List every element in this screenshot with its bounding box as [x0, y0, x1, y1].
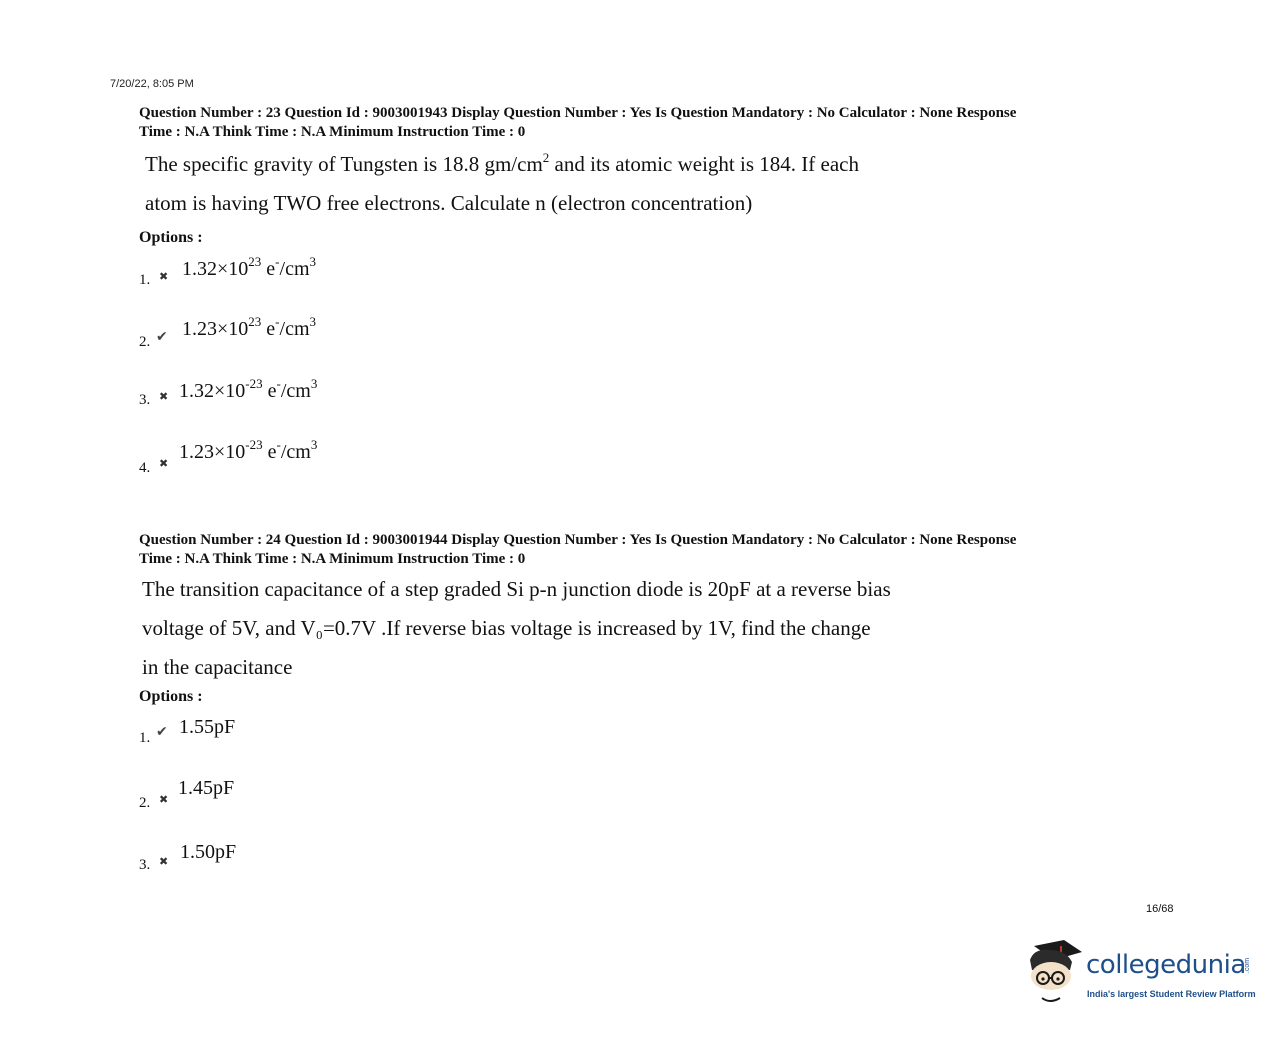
q23-opt1-mantissa: 1.32×10 — [182, 258, 249, 280]
q23-opt3-unit-exp: 3 — [310, 376, 318, 391]
q23-opt4-mantissa: 1.23×10 — [179, 441, 246, 463]
q23-opt3-mantissa: 1.32×10 — [179, 380, 246, 402]
print-timestamp: 7/20/22, 8:05 PM — [110, 78, 194, 90]
q23-opt2-exponent: 23 — [248, 314, 262, 329]
question-24-metadata — [139, 531, 1149, 569]
q23-opt2-unit-b: /cm — [279, 318, 310, 340]
q23-opt1-exponent: 23 — [248, 254, 262, 269]
question-23-metadata — [139, 104, 1149, 142]
question-24-text-line-1: The transition capacitance of a step graded Si p-n junction diode is 20pF at a reverse bias — [142, 577, 891, 601]
q24-option-2-wrong-icon: ✖ — [159, 793, 169, 806]
q23-opt2-unit-exp: 3 — [309, 314, 317, 329]
q24-option-3-answer: 1.50pF — [180, 841, 237, 863]
q23-text-superscript: 2 — [542, 150, 550, 165]
question-23-meta-line-1: Question Number : 23 Question Id : 9003001943 Display Question Number : Yes Is Question Mandatory : No Calculator : None Response — [139, 105, 1017, 121]
question-23-text-line-1 — [145, 152, 859, 177]
q24-option-1-correct-icon: ✔ — [156, 724, 168, 740]
collegedunia-tagline: India's largest Student Review Platform — [1087, 989, 1256, 999]
q23-opt1-unit-exp: 3 — [309, 254, 317, 269]
collegedunia-mascot-logo-icon — [1024, 938, 1086, 1008]
question-23-meta-line-2: Time : N.A Think Time : N.A Minimum Instruction Time : 0 — [139, 124, 526, 140]
question-23-options-label: Options : — [139, 229, 203, 246]
q23-opt4-exponent: -23 — [245, 437, 263, 452]
q23-option-2-answer — [182, 314, 317, 341]
q23-option-2-correct-icon: ✔ — [156, 329, 168, 345]
question-24-options-label: Options : — [139, 688, 203, 705]
q23-opt3-exponent: -23 — [245, 376, 263, 391]
q24-option-2-number: 2. — [139, 795, 151, 811]
q23-option-1-number: 1. — [139, 272, 151, 288]
q23-opt4-unit-sup: - — [276, 437, 281, 452]
q23-option-1-answer — [182, 254, 317, 281]
q23-option-3-wrong-icon: ✖ — [159, 390, 169, 403]
q23-text-part-a: The specific gravity of Tungsten is 18.8 gm/cm — [145, 152, 543, 176]
question-24-meta-line-2: Time : N.A Think Time : N.A Minimum Instruction Time : 0 — [139, 551, 526, 567]
question-24-text-line-3: in the capacitance — [142, 655, 293, 679]
q23-opt1-unit-b: /cm — [279, 258, 310, 280]
q23-opt1-unit: e — [261, 258, 276, 280]
q23-opt2-unit: e — [261, 318, 276, 340]
q23-opt3-unit-b: /cm — [280, 380, 311, 402]
q23-option-2-number: 2. — [139, 334, 151, 350]
q23-option-3-answer — [179, 376, 318, 403]
q23-opt1-unit-sup: - — [275, 254, 280, 269]
q23-opt2-mantissa: 1.23×10 — [182, 318, 249, 340]
q24-option-1-answer: 1.55pF — [179, 716, 236, 738]
q24-option-1-number: 1. — [139, 730, 151, 746]
q24-option-3-number: 3. — [139, 857, 151, 873]
q23-opt3-unit-sup: - — [276, 376, 281, 391]
q23-option-4-number: 4. — [139, 460, 151, 476]
q23-text-part-b: and its atomic weight is 184. If each — [549, 152, 859, 176]
question-23-text-line-2: atom is having TWO free electrons. Calculate n (electron concentration) — [145, 191, 753, 215]
q23-option-1-wrong-icon: ✖ — [159, 270, 169, 283]
q24-option-3-wrong-icon: ✖ — [159, 855, 169, 868]
q24-option-2-answer: 1.45pF — [178, 777, 235, 799]
q23-opt4-unit-exp: 3 — [310, 437, 318, 452]
q23-opt2-unit-sup: - — [275, 314, 280, 329]
collegedunia-domain-suffix: .com — [1244, 957, 1252, 974]
q23-opt3-unit: e — [262, 380, 277, 402]
collegedunia-wordmark: collegedunia — [1086, 950, 1246, 980]
q23-opt4-unit-b: /cm — [280, 441, 311, 463]
q23-opt4-unit: e — [262, 441, 277, 463]
question-24-text-line-2: voltage of 5V, and V₀=0.7V .If reverse bias voltage is increased by 1V, find the change — [142, 616, 871, 640]
page-number: 16/68 — [1146, 903, 1174, 915]
q23-option-3-number: 3. — [139, 392, 151, 408]
q23-option-4-wrong-icon: ✖ — [159, 457, 169, 470]
q23-option-4-answer — [179, 437, 318, 464]
question-24-meta-line-1: Question Number : 24 Question Id : 9003001944 Display Question Number : Yes Is Question Mandatory : No Calculator : None Response — [139, 532, 1017, 548]
